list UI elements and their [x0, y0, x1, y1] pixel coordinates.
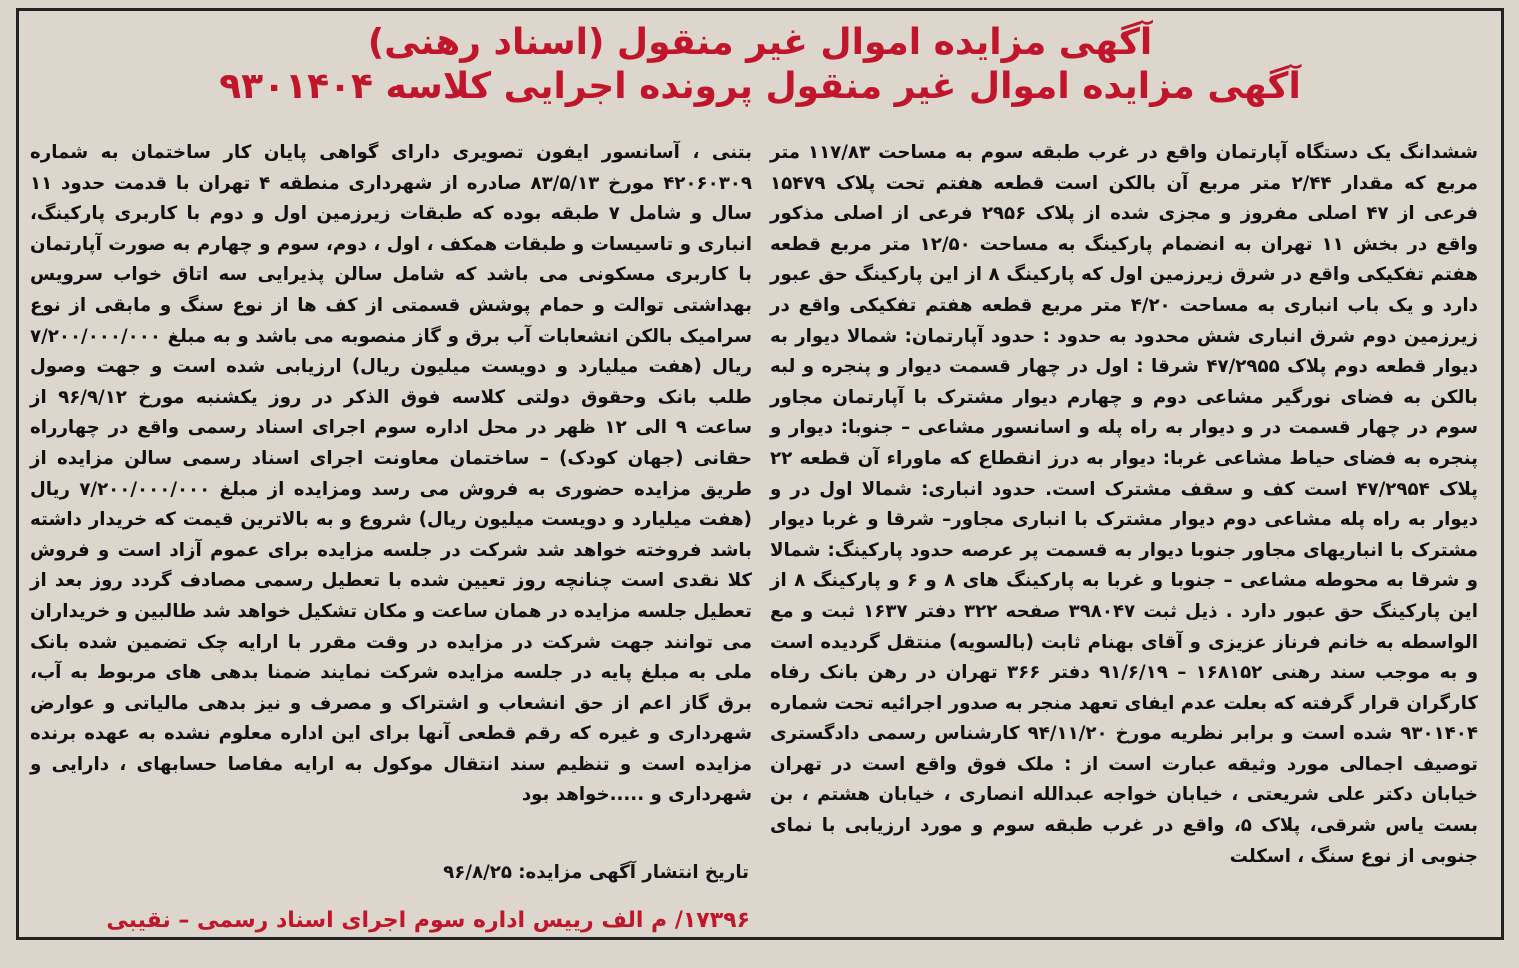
notice-right-column [770, 138, 1478, 928]
right-column-text: ششدانگ یک دستگاه آپارتمان واقع در غرب طبقه سوم به مساحت ۱۱۷/۸۳ متر مربع که مقدار ۲/۴۴ متر مربع آن بالکن است قطعه هفتم تحت پلاک ۱۵۴۷۹ فرعی از ۴۷ اصلی مفروز و مجزی شده از پلاک ۲۹۵۶ فرعی از اصلی مذکور واقع در بخش ۱۱ تهران به انضمام پارکینگ به مساحت ۱۲/۵۰ متر مربع قطعه هفتم تفکیکی واقع در شرق زیرزمین اول که پارکینگ ۸ از این پارکینگ حق عبور دارد و یک باب انباری به مساحت ۴/۲۰ متر مربع قطعه هفتم تفکیکی واقع در زیرزمین دوم شرق انباری شش محدود به حدود : حدود آپارتمان: شمالا دیوار به دیوار قطعه دوم پلاک ۴۷/۲۹۵۵ شرقا : اول در چهار قسمت دیوار و پنجره و لبه بالکن به فضای نورگیر مشاعی دوم و چهارم دیوار مشترک با آپارتمان مجاور سوم در چهار قسمت در و دیوار به راه پله و اسانسور مشاعی – جنوبا: دیوار و پنجره به فضای حیاط مشاعی غربا: دیوار به درز انقطاع که ماوراء آن قطعه ۲۲ پلاک ۴۷/۲۹۵۴ است کف و سقف مشترک است. حدود انباری: شمالا اول در و دیوار به راه پله مشاعی دوم دیوار مشترک با انباری مجاور– شرقا و غربا دیوار مشترک با انباریهای مجاور جنوبا دیوار به قسمت پر عرصه حدود پارکینگ: شمالا و شرقا به محوطه مشاعی – جنوبا و غربا به پارکینگ های ۸ و ۶ و پارکینگ ۸ از این پارکینگ حق عبور دارد . ذیل ثبت ۳۹۸۰۴۷ صفحه ۳۲۲ دفتر ۱۶۳۷ ثبت و مع الواسطه به خانم فرناز عزیزی و آقای بهنام ثابت (بالسویه) منتقل گردیده است و به موجب سند رهنی ۱۶۸۱۵۲ – ۹۱/۶/۱۹ دفتر ۳۶۶ تهران در رهن بانک رفاه کارگران قرار گرفته که بعلت عدم ایفای تعهد منجر به صدور اجرائیه تحت شماره ۹۳۰۱۴۰۴ شده است و برابر نظریه مورخ ۹۴/۱۱/۲۰ کارشناس رسمی دادگستری توصیف اجمالی مورد وثیقه عبارت است از : ملک فوق واقع است در تهران خیابان دکتر علی شریعتی ، خیابان خواجه عبدالله انصاری ، خیابان هشتم ، بن بست یاس شرقی، پلاک ۵، واقع در غرب طبقه سوم و مورد ارزیابی با نمای جنوبی از نوع سنگ ، اسکلت [770, 142, 1479, 867]
notice-title-line1: آگهی مزایده اموال غیر منقول (اسناد رهنی) [367, 22, 1153, 63]
left-column-text: بتنی ، آسانسور ایفون تصویری دارای گواهی پایان کار ساختمان به شماره ۴۲۰۶۰۳۰۹ مورخ ۸۳/۵/۱۳ صادره از شهرداری منطقه ۴ تهران با قدمت حدود ۱۱ سال و شامل ۷ طبقه بوده که طبقات زیرزمین اول و دوم با کاربری پارکینگ، انباری و تاسیسات و طبقات همکف ، اول ، دوم، سوم و چهارم به صورت آپارتمان با کاربری مسکونی می باشد که شامل سالن پذیرایی سه اتاق خواب سرویس بهداشتی توالت و حمام پوشش قسمتی از کف ها از نوع سنگ و مابقی از نوع سرامیک بالکن انشعابات آب برق و گاز منصوبه می باشد و به مبلغ ۷/۲۰۰/۰۰۰/۰۰۰ ریال (هفت میلیارد و دویست میلیون ریال) ارزیابی شده است و جهت وصول طلب بانک وحقوق دولتی کلاسه فوق الذکر در روز یکشنبه مورخ ۹۶/۹/۱۲ از ساعت ۹ الی ۱۲ ظهر در محل اداره سوم اجرای اسناد رسمی واقع در چهارراه حقانی (جهان کودک) – ساختمان معاونت اجرای اسناد رسمی سالن مزایده از طریق مزایده حضوری به فروش می رسد ومزایده از مبلغ ۷/۲۰۰/۰۰۰/۰۰۰ ریال (هفت میلیارد و دویست میلیون ریال) شروع و به بالاترین قیمت که خریدار داشته باشد فروخته خواهد شد شرکت در جلسه مزایده برای عموم آزاد است و فروش کلا نقدی است چنانچه روز تعیین شده با تعطیل رسمی مصادف گردد روز بعد از تعطیل جلسه مزایده در همان ساعت و مکان تشکیل خواهد شد طالبین و خریداران می توانند جهت شرکت در مزایده در وقت مقرر با ارایه چک تضمین شده بانک ملی به مبلغ پایه در جلسه مزایده شرکت نمایند ضمنا بدهی های مربوط به آب، برق گاز اعم از حق انشعاب و اشتراک و مصرف و نیز بدهی مالیاتی و عوارض شهرداری و غیره که رقم قطعی آنها برای این اداره معلوم نشده به عهده برنده مزایده است و تنظیم سند انتقال موکول به ارایه مفاصا حسابهای ، دارایی و شهرداری و .....خواهد بود [30, 142, 753, 806]
notice-title-line2: آگهی مزایده اموال غیر منقول پرونده اجرایی کلاسه ۹۳۰۱۴۰۴ [219, 66, 1301, 107]
publish-date: تاریخ انتشار آگهی مزایده: ۹۶/۸/۲۵ [443, 862, 749, 883]
notice-signature: ۱۷۳۹۶/ م الف رییس اداره سوم اجرای اسناد رسمی – نقیبی [106, 908, 750, 933]
notice-header [19, 21, 1501, 109]
notice-left-column [30, 138, 752, 878]
